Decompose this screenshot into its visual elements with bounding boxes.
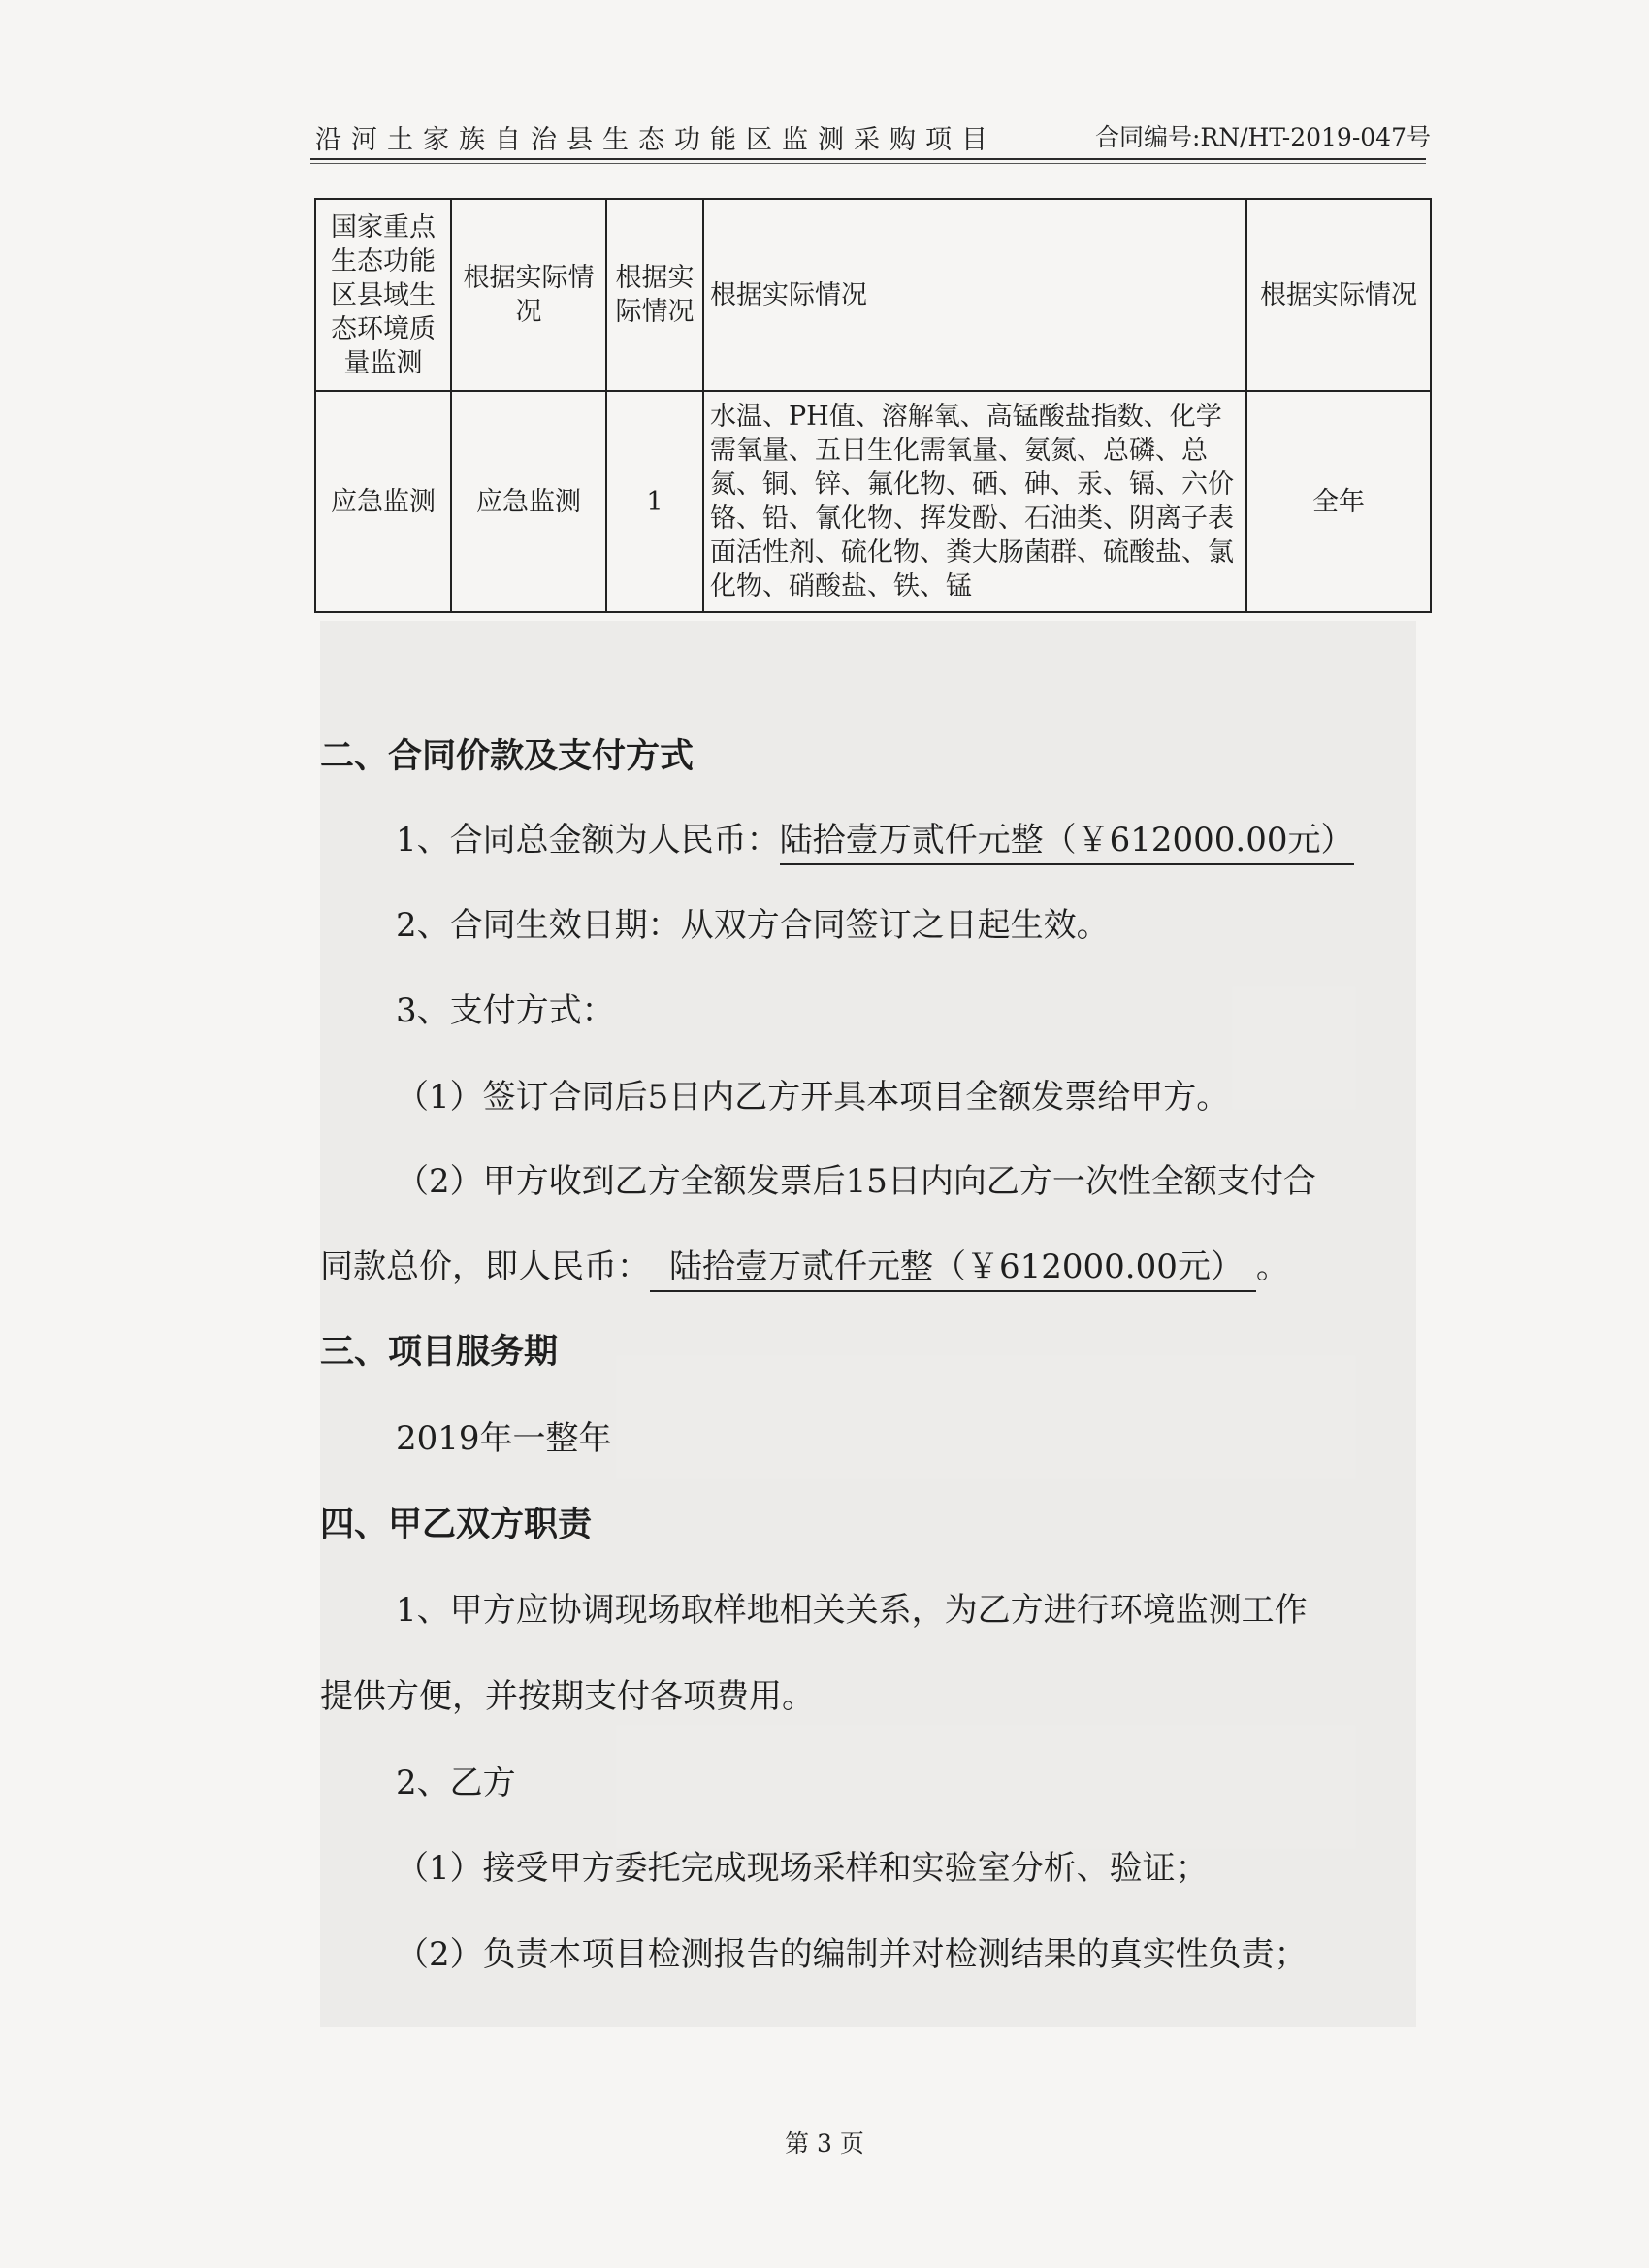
paragraph-duty-party-b-1: （1）接受甲方委托完成现场采样和实验室分析、验证； bbox=[396, 1849, 1209, 1888]
table-cell: 根据实际情况 bbox=[1246, 199, 1431, 391]
monitoring-table bbox=[314, 198, 1432, 613]
total-amount-value: 陆拾壹万贰仟元整（￥612000.00元） bbox=[780, 821, 1354, 865]
header-title: 沿河土家族自治县生态功能区监测采购项目 bbox=[315, 125, 997, 155]
paragraph-duty-party-b-2: （2）负责本项目检测报告的编制并对检测结果的真实性负责； bbox=[396, 1935, 1308, 1974]
table-cell: 1 bbox=[606, 391, 703, 612]
payment-total-label: 同款总价，即人民币： bbox=[320, 1247, 650, 1286]
header-rule bbox=[310, 158, 1426, 160]
paragraph-total-amount bbox=[396, 813, 1354, 860]
table-row bbox=[315, 391, 1431, 612]
section-heading-duties: 四、甲乙双方职责 bbox=[320, 1506, 593, 1544]
paragraph-effective-date: 2、合同生效日期：从双方合同签订之日起生效。 bbox=[396, 906, 1110, 945]
table-cell: 国家重点生态功能区县域生态环境质量监测 bbox=[315, 199, 451, 391]
header-rule-thin bbox=[310, 163, 1426, 164]
paragraph-payment-2: （2）甲方收到乙方全额发票后15日内向乙方一次性全额支付合 bbox=[396, 1162, 1316, 1201]
paragraph-payment-2-cont bbox=[320, 1240, 1289, 1287]
table-row bbox=[315, 199, 1431, 391]
section-heading-payment: 二、合同价款及支付方式 bbox=[320, 737, 695, 776]
table-cell: 根据实际情况 bbox=[606, 199, 703, 391]
paragraph-service-period: 2019年一整年 bbox=[396, 1419, 612, 1458]
total-amount-label: 1、合同总金额为人民币： bbox=[396, 821, 780, 859]
contract-number: 合同编号:RN/HT-2019-047号 bbox=[1094, 123, 1431, 151]
table-cell: 应急监测 bbox=[315, 391, 451, 612]
table-cell: 应急监测 bbox=[451, 391, 606, 612]
paragraph-duty-party-a: 1、甲方应协调现场取样地相关关系，为乙方进行环境监测工作 bbox=[396, 1591, 1308, 1630]
payment-total-suffix: 。 bbox=[1255, 1247, 1289, 1286]
paragraph-duty-party-b: 2、乙方 bbox=[396, 1764, 516, 1802]
section-heading-service-period: 三、项目服务期 bbox=[320, 1333, 559, 1372]
payment-total-value: 陆拾壹万贰仟元整（￥612000.00元） bbox=[650, 1247, 1256, 1292]
table-cell: 根据实际情况 bbox=[451, 199, 606, 391]
paragraph-duty-party-a-cont: 提供方便，并按期支付各项费用。 bbox=[320, 1677, 815, 1716]
paragraph-payment-1: （1）签订合同后5日内乙方开具本项目全额发票给甲方。 bbox=[396, 1078, 1230, 1117]
table-cell: 根据实际情况 bbox=[703, 199, 1246, 391]
table-cell: 全年 bbox=[1246, 391, 1431, 612]
paragraph-payment-method: 3、支付方式： bbox=[396, 991, 615, 1030]
page-number: 第 3 页 bbox=[785, 2129, 864, 2157]
table-cell: 水温、PH值、溶解氧、高锰酸盐指数、化学需氧量、五日生化需氧量、氨氮、总磷、总氮、铜、锌、氟化物、硒、砷、汞、镉、六价铬、铅、氰化物、挥发酚、石油类、阴离子表面活性剂、硫化物、粪大肠菌群、硫酸盐、氯化物、硝酸盐、铁、锰 bbox=[703, 391, 1246, 612]
